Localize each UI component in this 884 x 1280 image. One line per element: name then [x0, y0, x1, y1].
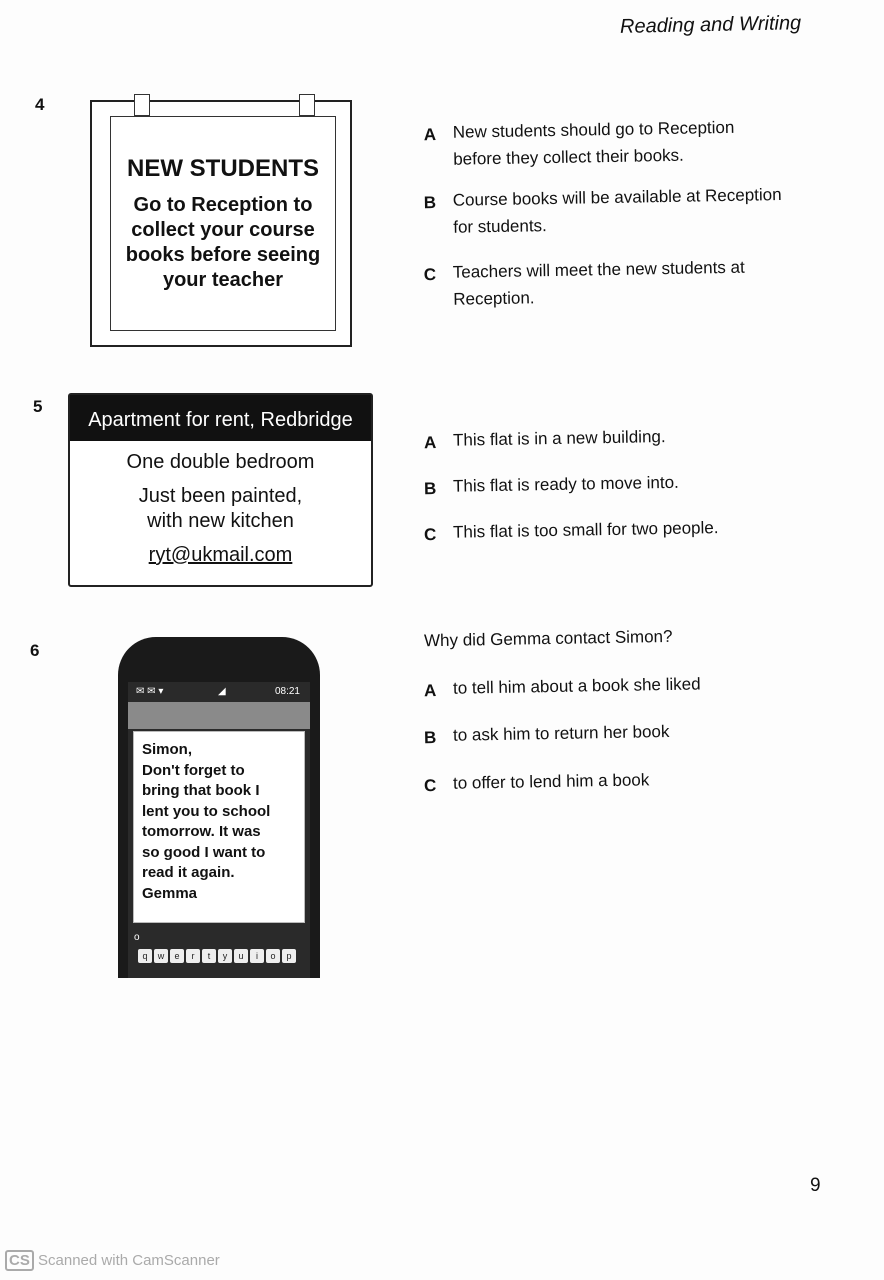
keyboard-key: w — [154, 949, 168, 963]
ad-line: One double bedroom — [126, 451, 315, 473]
option-5c[interactable] — [424, 513, 794, 546]
ad-heading: Apartment for rent, Redbridge — [70, 395, 371, 441]
keyboard-key: r — [186, 949, 200, 963]
page-number: 9 — [810, 1175, 821, 1196]
section-header: Reading and Writing — [619, 12, 802, 38]
option-text: This flat is in a new building. — [452, 427, 666, 450]
keyboard-key: u — [234, 949, 248, 963]
option-6c[interactable] — [424, 764, 794, 797]
question-number-5: 5 — [33, 397, 43, 416]
notice-line: Go to Reception to — [133, 194, 313, 216]
option-text: to ask him to return her book — [452, 721, 670, 745]
message-line: Gemma — [142, 884, 198, 902]
option-letter: A — [423, 681, 437, 701]
question-number-4: 4 — [35, 95, 45, 114]
camscanner-watermark — [5, 1250, 220, 1271]
ad-line: Just been painted, — [138, 485, 303, 507]
text-input-bar — [128, 702, 310, 729]
signal-icon: ◢ — [218, 686, 226, 697]
message-line: Don't forget to — [142, 761, 245, 779]
ad-email: ryt@ukmail.com — [148, 544, 293, 566]
option-text: to tell him about a book she liked — [452, 674, 701, 698]
option-letter: B — [423, 479, 437, 499]
clip-icon — [134, 94, 150, 116]
message-line: bring that book I — [142, 782, 260, 799]
notification-icons: ✉ ✉ ▾ — [136, 686, 164, 697]
option-5a[interactable] — [424, 421, 794, 454]
keyboard — [128, 932, 310, 964]
clip-icon — [299, 94, 315, 116]
keyboard-toolbar: o — [134, 932, 140, 943]
option-letter: A — [423, 433, 437, 453]
message-line: Simon, — [142, 741, 193, 758]
status-time: 08:21 — [274, 686, 300, 697]
keyboard-key: t — [202, 949, 216, 963]
keyboard-key: y — [218, 949, 232, 963]
option-text: This flat is too small for two people. — [452, 518, 719, 542]
keyboard-key: q — [138, 949, 152, 963]
option-text: Course books will be available at Reception for students. — [452, 184, 782, 237]
option-letter: A — [423, 125, 437, 145]
message-line: so good I want to — [142, 843, 266, 861]
option-4b[interactable] — [424, 181, 795, 241]
option-6a[interactable] — [424, 669, 794, 702]
notice-title: NEW STUDENTS — [127, 155, 319, 182]
notice-line: your teacher — [162, 269, 284, 291]
keyboard-key: i — [250, 949, 264, 963]
ad-line: with new kitchen — [147, 510, 294, 532]
question-number-6: 6 — [30, 641, 40, 660]
option-text: New students should go to Reception before they collect their books. — [452, 117, 735, 169]
watermark-text: Scanned with CamScanner — [38, 1252, 220, 1269]
question-6-text: Why did Gemma contact Simon? — [423, 626, 673, 651]
message-line: read it again. — [142, 864, 235, 881]
notice-sign — [90, 100, 352, 347]
option-letter: C — [423, 525, 437, 545]
status-bar — [128, 682, 310, 702]
notice-line: books before seeing — [125, 244, 321, 266]
option-letter: C — [423, 265, 437, 285]
notice-line: collect your course — [131, 219, 315, 241]
option-text: This flat is ready to move into. — [452, 472, 679, 496]
rental-ad — [68, 393, 373, 587]
keyboard-key: e — [170, 949, 184, 963]
phone-illustration — [118, 637, 320, 978]
option-text: to offer to lend him a book — [452, 770, 650, 793]
message-line: lent you to school — [142, 802, 271, 820]
option-letter: B — [423, 193, 437, 213]
camscanner-logo: CS — [5, 1250, 34, 1271]
option-6b[interactable] — [424, 716, 794, 749]
option-4a[interactable] — [424, 113, 795, 173]
keyboard-key: p — [282, 949, 296, 963]
option-letter: C — [423, 776, 437, 796]
option-letter: B — [423, 728, 437, 748]
option-5b[interactable] — [424, 467, 794, 500]
option-text: Teachers will meet the new students at Reception. — [452, 257, 745, 309]
text-message — [133, 731, 305, 923]
keyboard-key: o — [266, 949, 280, 963]
option-4c[interactable] — [424, 253, 795, 313]
message-line: tomorrow. It was — [142, 823, 261, 840]
